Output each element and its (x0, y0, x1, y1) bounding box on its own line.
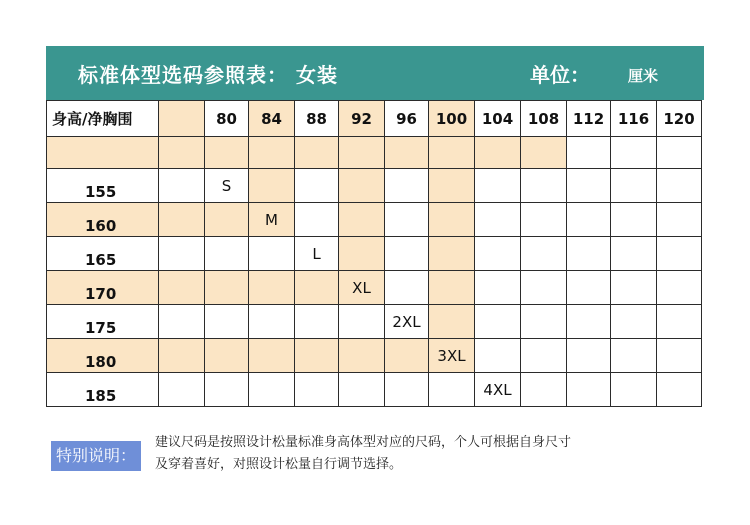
grid-cell (521, 137, 567, 169)
grid-cell (657, 203, 702, 237)
table-row (47, 237, 702, 271)
grid-cell (339, 237, 385, 271)
grid-cell (295, 339, 339, 373)
grid-cell (475, 339, 521, 373)
table-row (47, 339, 702, 373)
grid-cell (339, 373, 385, 407)
grid-cell (249, 373, 295, 407)
grid-cell (521, 305, 567, 339)
grid-cell (429, 203, 475, 237)
grid-cell (159, 169, 205, 203)
chest-header-cell: 88 (295, 101, 339, 137)
grid-cell (567, 137, 611, 169)
grid-cell (475, 137, 521, 169)
grid-cell (611, 203, 657, 237)
chest-header-cell: 104 (475, 101, 521, 137)
height-cell: 185 (47, 373, 159, 407)
grid-cell (521, 339, 567, 373)
grid-cell (385, 271, 429, 305)
grid-cell (521, 271, 567, 305)
height-cell: 155 (47, 169, 159, 203)
grid-cell (385, 169, 429, 203)
grid-cell (475, 271, 521, 305)
grid-cell (475, 169, 521, 203)
grid-cell (611, 169, 657, 203)
height-cell: 165 (47, 237, 159, 271)
chest-header-cell: 80 (205, 101, 249, 137)
unit-label: 单位： (530, 63, 590, 87)
chest-header-cell: 112 (567, 101, 611, 137)
grid-cell (385, 237, 429, 271)
grid-cell (475, 237, 521, 271)
title-banner (46, 46, 704, 100)
size-label-cell: 3XL (429, 339, 475, 373)
table-row (47, 169, 702, 203)
grid-cell (159, 237, 205, 271)
grid-cell (159, 339, 205, 373)
grid-cell (657, 237, 702, 271)
table-row (47, 305, 702, 339)
size-label-cell: 4XL (475, 373, 521, 407)
grid-cell (249, 339, 295, 373)
height-cell: 160 (47, 203, 159, 237)
grid-cell (295, 271, 339, 305)
grid-cell (159, 373, 205, 407)
grid-cell (295, 169, 339, 203)
grid-cell (567, 305, 611, 339)
grid-cell (385, 373, 429, 407)
grid-cell (611, 137, 657, 169)
grid-cell (475, 305, 521, 339)
grid-cell (429, 305, 475, 339)
grid-cell (339, 339, 385, 373)
grid-cell (657, 373, 702, 407)
grid-cell (567, 271, 611, 305)
grid-cell (521, 169, 567, 203)
chest-header-cell (159, 101, 205, 137)
grid-cell (521, 203, 567, 237)
chest-header-cell: 116 (611, 101, 657, 137)
grid-cell (611, 339, 657, 373)
grid-cell (295, 373, 339, 407)
chest-header-cell: 108 (521, 101, 567, 137)
grid-cell (385, 203, 429, 237)
grid-cell (385, 137, 429, 169)
grid-cell (249, 305, 295, 339)
grid-cell (249, 169, 295, 203)
corner-header: 身高/净胸围 (47, 101, 159, 137)
grid-cell (611, 237, 657, 271)
grid-cell (657, 271, 702, 305)
chest-header-cell: 120 (657, 101, 702, 137)
grid-cell (611, 373, 657, 407)
grid-cell (429, 373, 475, 407)
grid-cell (205, 339, 249, 373)
grid-cell (205, 373, 249, 407)
table-title: 标准体型选码参照表： 女装 (78, 63, 338, 87)
grid-cell (339, 203, 385, 237)
special-note-label: 特别说明： (51, 441, 141, 471)
grid-cell (205, 203, 249, 237)
height-cell: 175 (47, 305, 159, 339)
size-label-cell: 2XL (385, 305, 429, 339)
table-row (47, 203, 702, 237)
grid-cell (205, 237, 249, 271)
size-label-cell: L (295, 237, 339, 271)
height-cell: 180 (47, 339, 159, 373)
grid-cell (521, 237, 567, 271)
grid-cell (657, 339, 702, 373)
grid-cell (567, 203, 611, 237)
grid-cell (205, 271, 249, 305)
unit-value: 厘米 (628, 67, 659, 85)
grid-cell (657, 169, 702, 203)
table-row (47, 271, 702, 305)
note-line-2: 及穿着喜好，对照设计松量自行调节选择。 (155, 457, 403, 472)
grid-cell (249, 271, 295, 305)
grid-cell (657, 305, 702, 339)
grid-cell (159, 271, 205, 305)
chest-header-cell: 96 (385, 101, 429, 137)
grid-cell (339, 137, 385, 169)
grid-cell (611, 271, 657, 305)
grid-cell (429, 169, 475, 203)
grid-cell (159, 137, 205, 169)
grid-cell (429, 237, 475, 271)
height-cell (47, 137, 159, 169)
height-cell: 170 (47, 271, 159, 305)
grid-cell (295, 203, 339, 237)
grid-cell (475, 203, 521, 237)
grid-cell (339, 169, 385, 203)
size-label-cell: XL (339, 271, 385, 305)
grid-cell (521, 373, 567, 407)
grid-cell (205, 305, 249, 339)
size-label-cell: S (205, 169, 249, 203)
grid-cell (295, 305, 339, 339)
table-row (47, 137, 702, 169)
table-row (47, 373, 702, 407)
size-label-cell: M (249, 203, 295, 237)
grid-cell (159, 203, 205, 237)
grid-cell (567, 339, 611, 373)
grid-cell (429, 271, 475, 305)
size-chart-table (46, 100, 702, 407)
grid-cell (249, 237, 295, 271)
special-note-text (155, 432, 715, 476)
grid-cell (567, 169, 611, 203)
grid-cell (385, 339, 429, 373)
grid-cell (567, 237, 611, 271)
note-line-1: 建议尺码是按照设计松量标准身高体型对应的尺码，个人可根据自身尺寸 (155, 435, 572, 450)
chest-header-cell: 100 (429, 101, 475, 137)
chest-header-cell: 84 (249, 101, 295, 137)
grid-cell (567, 373, 611, 407)
grid-cell (611, 305, 657, 339)
grid-cell (159, 305, 205, 339)
grid-cell (429, 137, 475, 169)
grid-cell (295, 137, 339, 169)
grid-cell (339, 305, 385, 339)
grid-cell (249, 137, 295, 169)
grid-cell (657, 137, 702, 169)
grid-cell (205, 137, 249, 169)
chest-header-cell: 92 (339, 101, 385, 137)
